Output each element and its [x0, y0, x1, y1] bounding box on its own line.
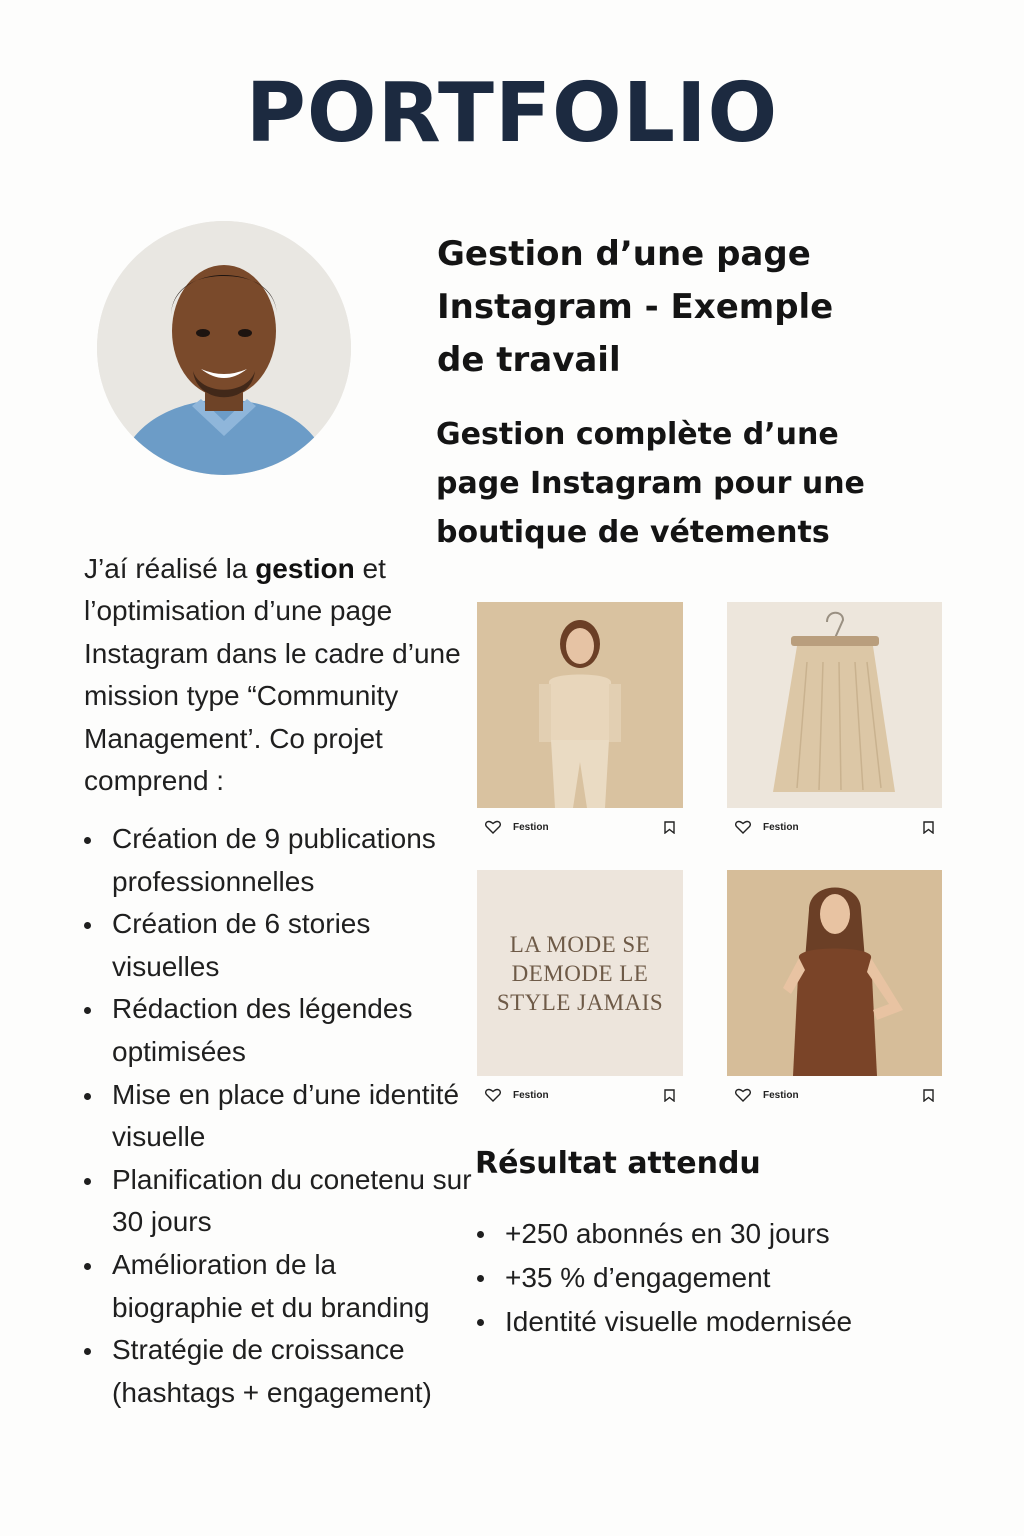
- list-item: +35 % d’engagement: [477, 1256, 937, 1300]
- project-title: Gestion d’une page Instagram - Exemple de travail: [437, 234, 834, 380]
- instagram-post[interactable]: [477, 602, 683, 848]
- post-username[interactable]: Festion: [763, 1090, 799, 1101]
- page-title: PORTFOLIO: [245, 66, 779, 161]
- instagram-post[interactable]: [477, 870, 683, 1116]
- list-item: Amélioration de la biographie et du branding: [84, 1244, 474, 1329]
- list-item: Mise en place d’une identité visuelle: [84, 1074, 474, 1159]
- project-subtitle: Gestion complète d’une page Instagram pour une boutique de vétements: [436, 417, 865, 550]
- post-action-bar: [727, 808, 942, 848]
- post-image-skirt: [727, 602, 942, 808]
- list-item: Planification du conetenu sur 30 jours: [84, 1159, 474, 1244]
- heart-icon[interactable]: [485, 820, 501, 834]
- list-item: Identité visuelle modernisée: [477, 1300, 937, 1344]
- post-image-woman-beige: [477, 602, 683, 808]
- list-item: Rédaction des légendes optimisées: [84, 988, 474, 1073]
- results-list: [477, 1212, 937, 1344]
- post-action-bar: [727, 1076, 942, 1116]
- list-item: Stratégie de croissance (hashtags + engagement): [84, 1329, 474, 1414]
- list-item: +250 abonnés en 30 jours: [477, 1212, 937, 1256]
- portrait-illustration: [97, 221, 351, 475]
- intro-text-end: et l’optimisation d’une page Instagram dans le cadre d’une mission type “Community Management’. Co projet comprend :: [84, 553, 461, 797]
- post-username[interactable]: Festion: [513, 1090, 549, 1101]
- instagram-post[interactable]: [727, 602, 942, 848]
- bookmark-icon[interactable]: [664, 1089, 675, 1102]
- bookmark-icon[interactable]: [923, 1089, 934, 1102]
- post-action-bar: [477, 1076, 683, 1116]
- list-item: Création de 9 publications professionnelles: [84, 818, 474, 903]
- post-action-bar: [477, 808, 683, 848]
- results-heading: Résultat attendu: [475, 1146, 761, 1181]
- post-image-quote: [477, 870, 683, 1076]
- list-item: Création de 6 stories visuelles: [84, 903, 474, 988]
- heart-icon[interactable]: [735, 820, 751, 834]
- instagram-post[interactable]: [727, 870, 942, 1116]
- heart-icon[interactable]: [735, 1088, 751, 1102]
- post-username[interactable]: Festion: [513, 822, 549, 833]
- post-image-woman-brown: [727, 870, 942, 1076]
- bookmark-icon[interactable]: [664, 821, 675, 834]
- task-list: [84, 818, 474, 1414]
- intro-text-start: J’aí réalisé la: [84, 553, 256, 584]
- intro-paragraph: [84, 548, 464, 802]
- intro-bold-word: gestion: [255, 553, 355, 584]
- post-username[interactable]: Festion: [763, 822, 799, 833]
- quote-text: LA MODE SE DEMODE LE STYLE JAMAIS: [496, 931, 664, 1015]
- heart-icon[interactable]: [485, 1088, 501, 1102]
- avatar: [97, 221, 351, 475]
- bookmark-icon[interactable]: [923, 821, 934, 834]
